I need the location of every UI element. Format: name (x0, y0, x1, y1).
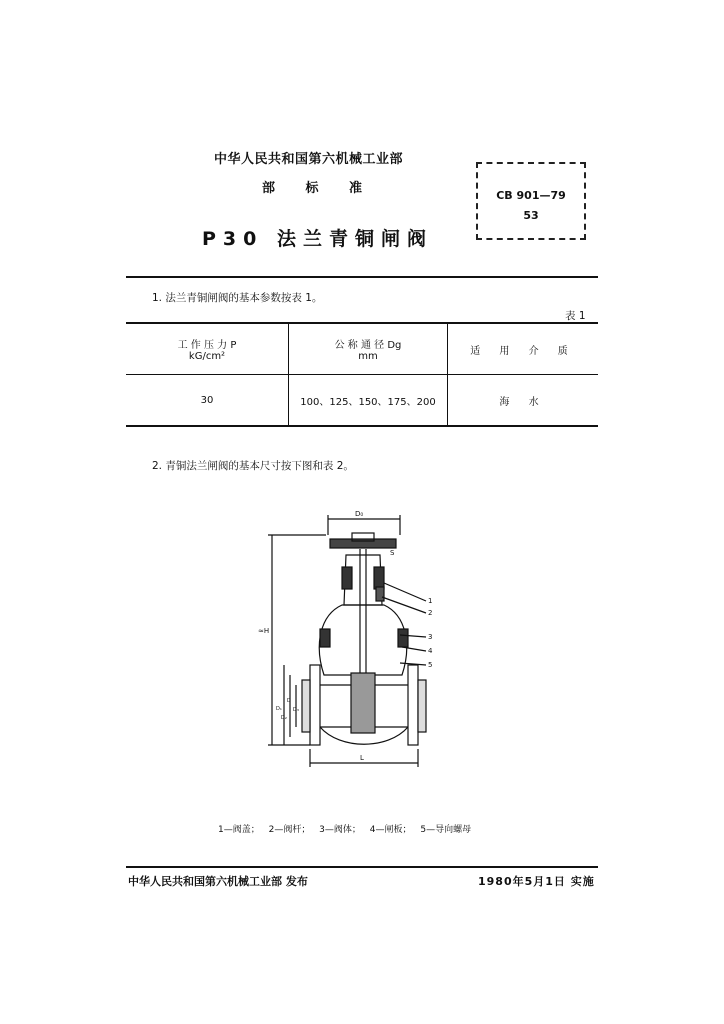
dim-flange-d: D (287, 698, 291, 704)
standard-type: 部 标 准 (262, 181, 363, 196)
header-diameter-unit: mm (358, 351, 378, 362)
callout-3: 3 (428, 633, 433, 641)
standard-code-box (476, 162, 586, 240)
ministry-name: 中华人民共和国第六机械工业部 (214, 152, 404, 167)
section1-text: 1. 法兰青铜闸阀的基本参数按表 1。 (152, 292, 323, 304)
cell-medium: 海 水 (448, 375, 599, 427)
table-label: 表 1 (565, 310, 586, 322)
header-pressure-label: 工 作 压 力 P (177, 340, 237, 351)
header-diameter (289, 323, 448, 375)
header-medium-label: 适 用 介 质 (470, 345, 576, 357)
callout-5: 5 (428, 661, 433, 669)
header-pressure (126, 323, 289, 375)
dim-flange-d3: D₃ (293, 707, 299, 713)
cell-pressure: 30 (126, 375, 289, 427)
section2-text: 2. 青铜法兰闸阀的基本尺寸按下图和表 2。 (152, 460, 354, 472)
table-row (126, 375, 598, 427)
dim-top-label: D₀ (355, 510, 364, 518)
dim-flange-d2: D₂ (281, 715, 287, 721)
gate-valve-drawing (250, 505, 450, 770)
dim-s-label: S (390, 549, 395, 557)
dim-h-label: ≈H (258, 627, 270, 635)
footer-effective-date: 1980年5月1日 实施 (478, 875, 595, 888)
callout-4: 4 (428, 647, 433, 655)
header-pressure-unit: kG/cm² (188, 351, 226, 362)
header-medium (448, 323, 599, 375)
table-header-row (126, 323, 598, 375)
dim-l-label: L (360, 754, 364, 762)
standard-code: CB 901—79 (496, 189, 566, 202)
callout-1: 1 (428, 597, 433, 605)
header-rule (126, 276, 598, 278)
dim-flange-d1: D₁ (276, 706, 282, 712)
callout-2: 2 (428, 609, 433, 617)
footer-rule (126, 866, 598, 868)
diagram-legend: 1—阀盖； 2—阀杆； 3—阀体； 4—闸板； 5—导向螺母 (218, 825, 472, 835)
standard-number: 53 (523, 209, 539, 222)
parameter-table (126, 322, 598, 427)
cell-diameter: 100、125、150、175、200 (289, 375, 448, 427)
footer-publisher: 中华人民共和国第六机械工业部 发布 (128, 875, 308, 888)
header-diameter-label: 公 称 通 径 Dg (334, 340, 402, 351)
document-title: P30 法兰青铜闸阀 (202, 228, 433, 250)
